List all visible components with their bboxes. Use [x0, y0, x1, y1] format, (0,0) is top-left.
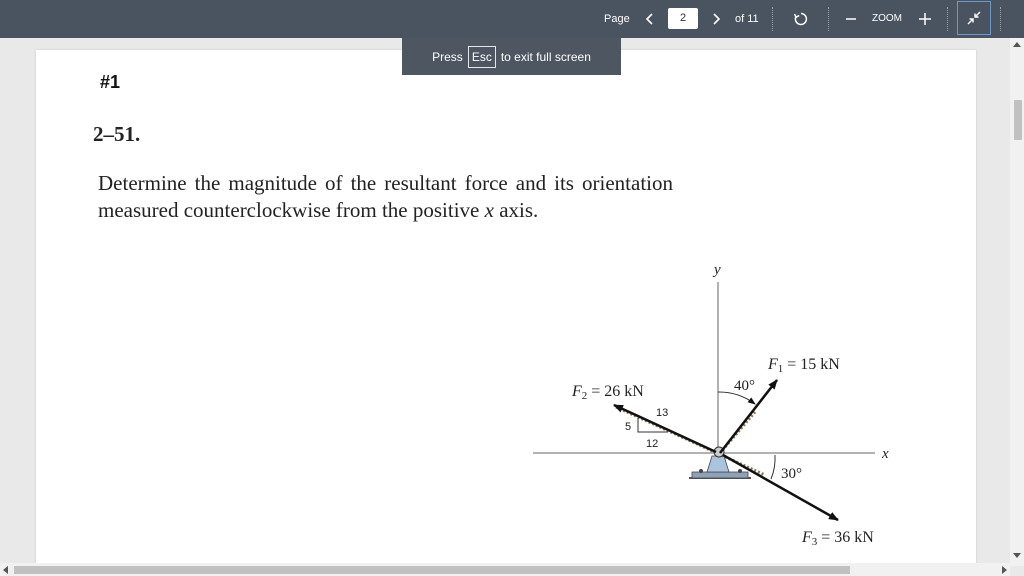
support-bolt [738, 469, 742, 473]
angle-arc-f3 [771, 455, 775, 479]
f3-force-arrow [723, 455, 838, 520]
toolbar-separator [1000, 7, 1001, 31]
slope-hypotenuse-label: 13 [656, 407, 669, 419]
page-number-input[interactable]: 2 [668, 8, 698, 29]
slope-vertical-label: 5 [625, 421, 632, 433]
f1-label: F1 = 15 kN [768, 356, 840, 375]
problem-axis-symbol: x [484, 198, 494, 222]
angle-f3-label: 30° [781, 466, 802, 482]
previous-page-button[interactable] [642, 0, 658, 38]
minus-icon [845, 13, 857, 25]
rotate-icon [793, 11, 809, 27]
fullscreen-toast [402, 38, 621, 75]
toolbar-separator [947, 7, 948, 31]
document-header: #1 [100, 72, 121, 92]
esc-key-badge: Esc [468, 46, 496, 68]
zoom-out-button[interactable] [843, 0, 859, 38]
f3-label: F3 = 36 kN [802, 529, 874, 548]
toolbar-separator [772, 7, 773, 31]
problem-text: Determine the magnitude of the resultant force and its orientation measured counterclockwise from the positive [98, 171, 673, 222]
problem-statement [98, 170, 673, 224]
toast-press-text: Press [432, 49, 463, 64]
vertical-scroll-thumb[interactable] [1014, 100, 1022, 140]
exit-fullscreen-icon [966, 10, 982, 26]
zoom-label: ZOOM [872, 13, 902, 24]
plus-icon [918, 12, 932, 26]
page-label: Page [604, 13, 630, 25]
f2-label: F2 = 26 kN [572, 383, 644, 402]
slope-horizontal-label: 12 [646, 438, 659, 450]
angle-f1-label: 40° [734, 378, 755, 394]
page-count: of 11 [735, 13, 759, 25]
scroll-down-arrow-icon[interactable] [1013, 553, 1021, 558]
chevron-left-icon [645, 12, 655, 26]
problem-text-end: axis. [493, 198, 539, 222]
scroll-left-arrow-icon[interactable] [3, 566, 8, 574]
chevron-right-icon [711, 12, 721, 26]
rotate-button[interactable] [790, 0, 812, 38]
toolbar-separator [828, 7, 829, 31]
toast-message: to exit full screen [500, 49, 591, 64]
next-page-button[interactable] [708, 0, 724, 38]
viewer-toolbar [0, 0, 1024, 38]
scroll-up-arrow-icon[interactable] [1013, 42, 1021, 47]
support-bolt [699, 469, 703, 473]
scroll-right-arrow-icon[interactable] [1002, 566, 1007, 574]
problem-number: 2–51. [93, 122, 141, 146]
exit-fullscreen-button[interactable] [957, 1, 991, 35]
force-diagram [520, 255, 900, 555]
horizontal-scroll-thumb[interactable] [14, 566, 850, 574]
zoom-in-button[interactable] [916, 0, 934, 38]
x-axis-label: x [882, 446, 889, 462]
y-axis-label: y [714, 262, 721, 278]
